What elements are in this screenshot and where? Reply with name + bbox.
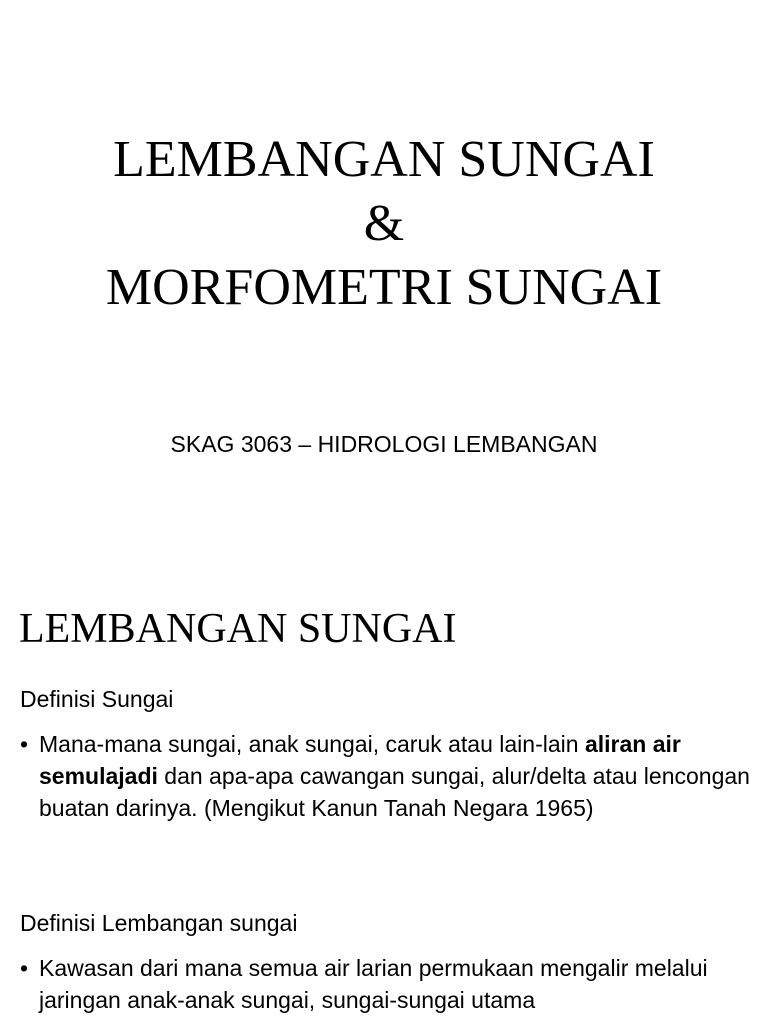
bullet-marker: • [20,731,29,757]
main-title [0,128,768,320]
definition-lembangan-heading: Definisi Lembangan sungai [20,910,298,936]
definition-sungai-text-end: dan apa-apa cawangan sungai, alur/delta atau lencongan buatan darinya. (Mengikut Kanun Tanah Negara 1965) [39,763,750,821]
bullet-item [20,952,755,1016]
definition-lembangan-bullet [20,952,755,1016]
bullet-marker: • [20,955,29,981]
definition-sungai-bullet [20,728,755,824]
main-title-line-2: & [363,195,405,252]
definition-sungai-text-start: Mana-mana sungai, anak sungai, caruk atau lain-lain [39,731,585,757]
definition-sungai-emphasis: aliran air semulajadi [39,731,681,789]
section-title: LEMBANGAN SUNGAI [19,606,457,652]
main-title-line-3: MORFOMETRI SUNGAI [105,259,663,316]
slide-lembangan-sungai [0,576,768,1024]
subtitle: SKAG 3063 – HIDROLOGI LEMBANGAN [170,431,598,457]
definition-sungai-heading: Definisi Sungai [20,686,174,712]
bullet-item [20,728,755,824]
definition-lembangan-text: Kawasan dari mana semua air larian permukaan mengalir melalui jaringan anak-anak sungai, sungai-sungai utama [39,955,708,1013]
main-title-line-1: LEMBANGAN SUNGAI [113,131,655,188]
